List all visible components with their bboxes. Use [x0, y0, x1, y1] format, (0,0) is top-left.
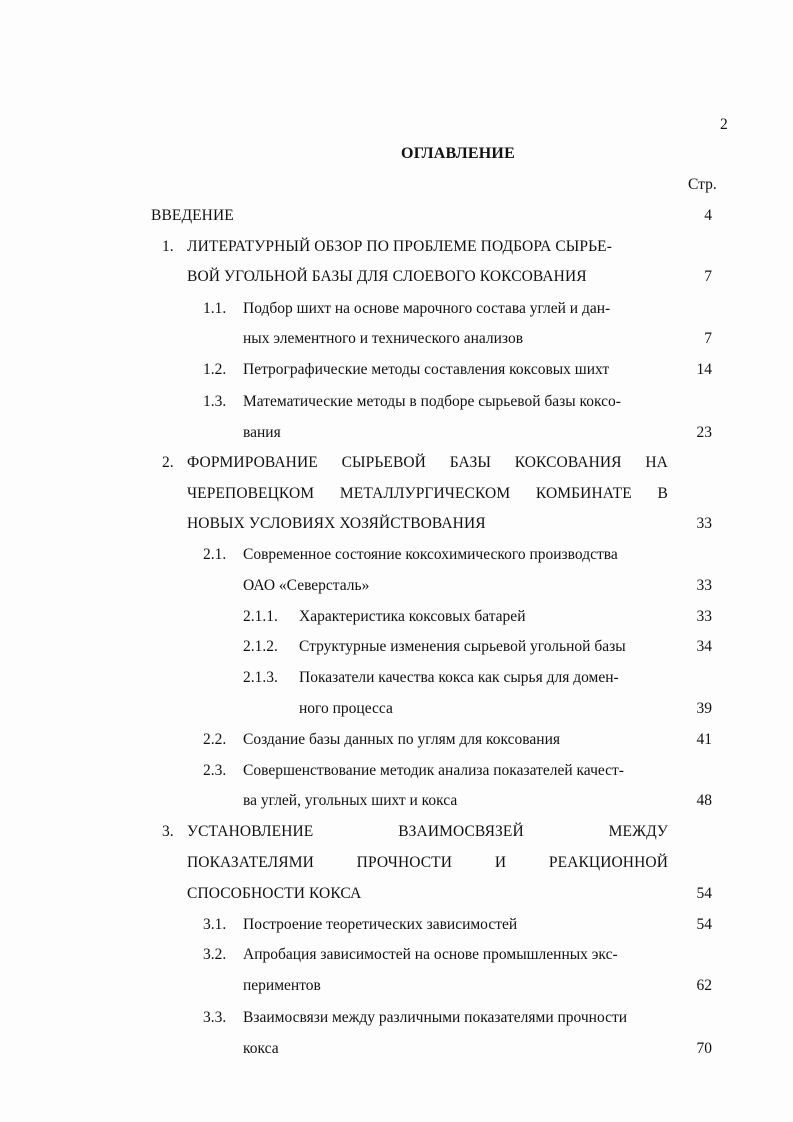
toc-2-1-3-line2[interactable]: ного процесса [299, 700, 393, 717]
toc-1-3-number: 1.3. [203, 393, 227, 410]
toc-2-3-line1[interactable]: Совершенствование методик анализа показателей качест- [243, 762, 624, 779]
toc-2-2-number: 2.2. [203, 731, 227, 748]
toc-1-1-number: 1.1. [203, 300, 227, 317]
toc-3-2-page: 62 [696, 977, 712, 994]
toc-ch1-page: 7 [704, 268, 712, 285]
page-number: 2 [720, 116, 728, 133]
toc-2-1-1-page: 33 [696, 608, 712, 625]
toc-ch3-word: УСТАНОВЛЕНИЕ [187, 823, 314, 840]
toc-ch2-word: КОКСОВАНИЯ [514, 454, 622, 471]
toc-ch2-number: 2. [162, 454, 174, 471]
toc-2-2-line1[interactable]: Создание базы данных по углям для коксования [243, 731, 561, 748]
toc-3-3-line2[interactable]: кокса [243, 1040, 279, 1057]
toc-3-1-number: 3.1. [203, 916, 227, 933]
toc-2-1-2-page: 34 [696, 638, 712, 655]
toc-1-3-line1[interactable]: Математические методы в подборе сырьевой базы коксо- [243, 393, 621, 410]
toc-ch3-page: 54 [696, 885, 712, 902]
toc-ch2-word: МЕТАЛЛУРГИЧЕСКОМ [339, 485, 511, 502]
toc-2-3-number: 2.3. [203, 762, 227, 779]
page-column-header: Стр. [688, 176, 717, 193]
toc-2-2-page: 41 [696, 731, 712, 748]
toc-intro-page: 4 [704, 207, 712, 224]
toc-ch1-title-line2[interactable]: ВОЙ УГОЛЬНОЙ БАЗЫ ДЛЯ СЛОЕВОГО КОКСОВАНИЯ [187, 268, 587, 285]
toc-ch3-title-line1[interactable] [187, 823, 668, 841]
toc-intro-label[interactable]: ВВЕДЕНИЕ [151, 207, 234, 224]
toc-1-3-line2[interactable]: вания [243, 424, 281, 441]
toc-ch2-word: КОМБИНАТЕ [535, 485, 632, 502]
toc-2-1-2-number: 2.1.2. [243, 638, 278, 655]
toc-ch2-word: ЧЕРЕПОВЕЦКОМ [187, 485, 315, 502]
toc-3-3-page: 70 [696, 1040, 712, 1057]
toc-2-1-3-number: 2.1.3. [243, 669, 278, 686]
toc-ch3-word: И [494, 854, 507, 871]
toc-3-1-page: 54 [696, 916, 712, 933]
toc-ch2-title-line2[interactable] [187, 485, 668, 503]
toc-3-3-number: 3.3. [203, 1009, 227, 1026]
toc-2-1-1-number: 2.1.1. [243, 608, 278, 625]
toc-ch3-word: ПОКАЗАТЕЛЯМИ [187, 854, 314, 871]
toc-ch2-title-line3[interactable]: НОВЫХ УСЛОВИЯХ ХОЗЯЙСТВОВАНИЯ [187, 515, 486, 532]
toc-1-3-page: 23 [696, 424, 712, 441]
toc-1-2-number: 1.2. [203, 361, 227, 378]
toc-1-2-page: 14 [696, 361, 712, 378]
toc-1-2-line1[interactable]: Петрографические методы составления коксовых шихт [243, 361, 610, 378]
toc-ch3-word: ПРОЧНОСТИ [356, 854, 453, 871]
toc-2-3-page: 48 [696, 792, 712, 809]
toc-2-1-line1[interactable]: Современное состояние коксохимического производства [243, 546, 618, 563]
toc-3-2-line2[interactable]: периментов [243, 977, 321, 994]
toc-2-1-3-line1[interactable]: Показатели качества кокса как сырья для домен- [299, 669, 619, 686]
toc-ch1-number: 1. [162, 238, 174, 255]
toc-ch2-word: СЫРЬЕВОЙ [341, 454, 426, 471]
toc-2-1-number: 2.1. [203, 546, 227, 563]
toc-ch3-title-line3[interactable]: СПОСОБНОСТИ КОКСА [187, 885, 362, 902]
toc-3-3-line1[interactable]: Взаимосвязи между различными показателями прочности [243, 1009, 628, 1026]
toc-ch3-word: ВЗАИМОСВЯЗЕЙ [398, 823, 524, 840]
toc-ch3-number: 3. [162, 823, 174, 840]
toc-2-1-1-text[interactable]: Характеристика коксовых батарей [299, 608, 526, 625]
toc-ch2-word: БАЗЫ [449, 454, 491, 471]
toc-2-1-page: 33 [696, 577, 712, 594]
toc-1-1-line2[interactable]: ных элементного и технического анализов [243, 330, 524, 347]
toc-ch1-title-line1[interactable]: ЛИТЕРАТУРНЫЙ ОБЗОР ПО ПРОБЛЕМЕ ПОДБОРА СЫРЬЕ- [187, 238, 612, 255]
toc-1-1-page: 7 [704, 330, 712, 347]
toc-3-2-line1[interactable]: Апробация зависимостей на основе промышленных экс- [243, 946, 618, 963]
toc-2-1-3-page: 39 [696, 700, 712, 717]
toc-ch2-word: В [657, 485, 668, 502]
toc-3-2-number: 3.2. [203, 946, 227, 963]
toc-ch2-title-line1[interactable] [187, 454, 668, 472]
toc-2-1-line2[interactable]: ОАО «Северсталь» [243, 577, 370, 594]
toc-ch2-word: НА [645, 454, 668, 471]
toc-ch2-word: ФОРМИРОВАНИЕ [187, 454, 318, 471]
toc-1-1-line1[interactable]: Подбор шихт на основе марочного состава углей и дан- [243, 300, 611, 317]
toc-2-1-2-text[interactable]: Структурные изменения сырьевой угольной базы [299, 638, 626, 655]
toc-ch3-word: РЕАКЦИОННОЙ [548, 854, 668, 871]
toc-ch2-page: 33 [696, 515, 712, 532]
page-title: ОГЛАВЛЕНИЕ [401, 145, 515, 162]
toc-2-3-line2[interactable]: ва углей, угольных шихт и кокса [243, 792, 458, 809]
toc-3-1-line1[interactable]: Построение теоретических зависимостей [243, 916, 518, 933]
toc-ch3-title-line2[interactable] [187, 854, 668, 872]
toc-ch3-word: МЕЖДУ [608, 823, 668, 840]
